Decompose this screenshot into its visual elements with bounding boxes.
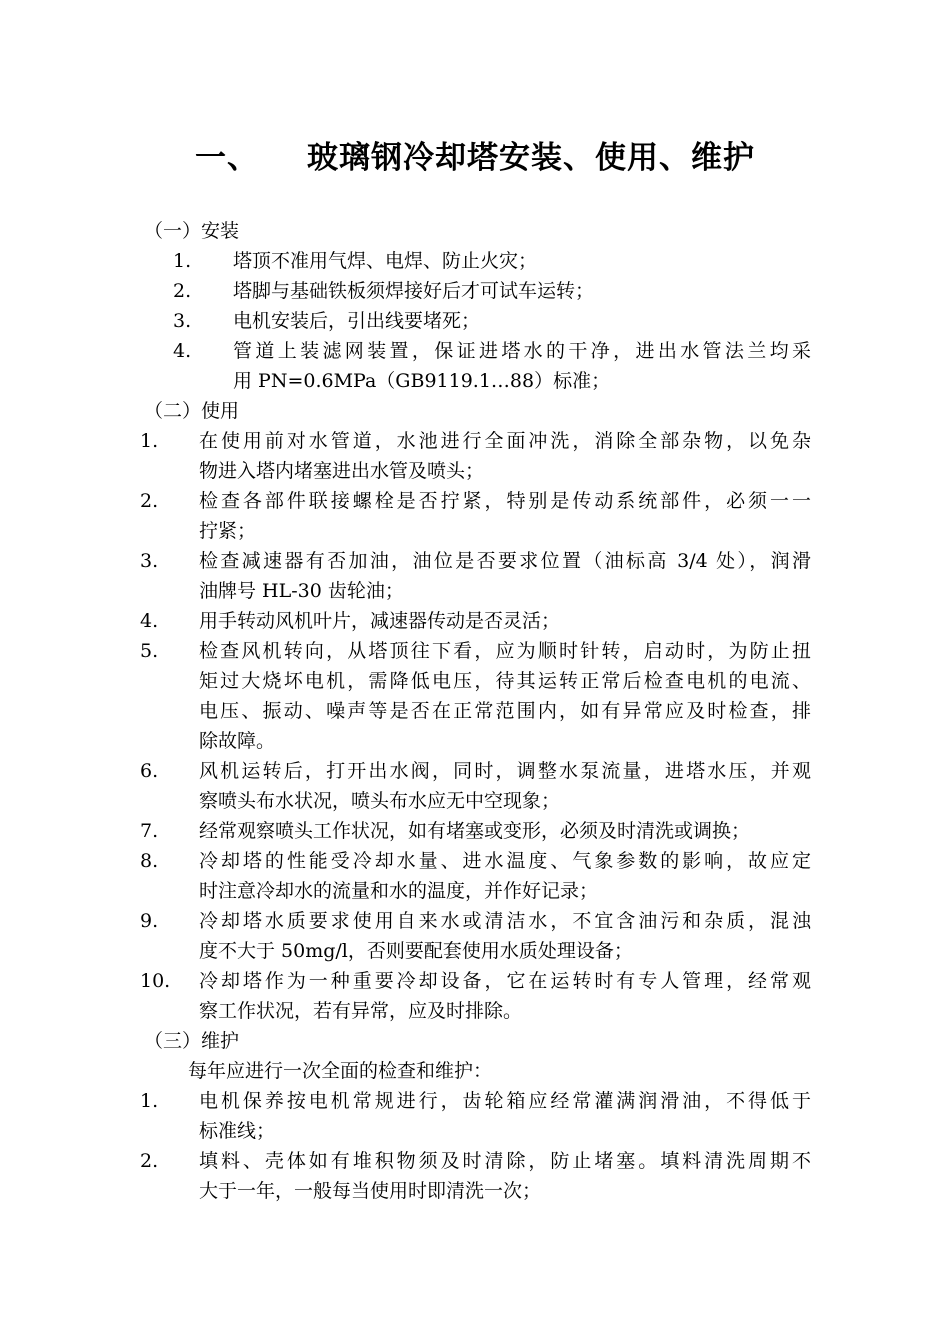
list-item-continuation: 察喷头布水状况，喷头布水应无中空现象； (199, 790, 561, 812)
list-item-continuation: 度不大于 50mg/l，否则要配套使用水质处理设备； (199, 940, 633, 962)
list-item: 8. 冷却塔的性能受冷却水量、进水温度、气象参数的影响，故应定 (140, 850, 811, 872)
list-item-continuation: 用 PN=0.6MPa（GB9119.1…88）标准； (233, 370, 611, 392)
document-body (0, 216, 950, 1206)
list-item-continuation: 时注意冷却水的流量和水的温度，并作好记录； (199, 880, 599, 902)
list-item-continuation: 矩过大烧坏电机，需降低电压，待其运转正常后检查电机的电流、 (199, 670, 811, 692)
section-heading-install: （一）安装 (144, 220, 240, 242)
list-item-continuation: 除故障。 (199, 730, 276, 752)
list-item: 9. 冷却塔水质要求使用自来水或清洁水，不宜含油污和杂质，混浊 (140, 910, 811, 932)
list-item-continuation: 物进入塔内堵塞进出水管及喷头； (199, 460, 485, 482)
section-intro: 每年应进行一次全面的检查和维护： (188, 1060, 493, 1082)
list-item: 10. 冷却塔作为一种重要冷却设备，它在运转时有专人管理，经常观 (140, 970, 811, 992)
list-item-continuation: 察工作状况，若有异常，应及时排除。 (199, 1000, 523, 1022)
list-item-continuation: 拧紧； (199, 520, 257, 542)
title-number: 一、 (195, 140, 259, 176)
list-item: 5. 检查风机转向，从塔顶往下看，应为顺时针转，启动时，为防止扭 (140, 640, 811, 662)
list-item: 3. 电机安装后，引出线要堵死； (173, 310, 481, 332)
list-item: 6. 风机运转后，打开出水阀，同时，调整水泵流量，进塔水压，并观 (140, 760, 811, 782)
section-heading-maintain: （三）维护 (144, 1030, 240, 1052)
list-item-continuation: 大于一年，一般每当使用时即清洗一次； (199, 1180, 542, 1202)
list-item: 2. 塔脚与基础铁板须焊接好后才可试车运转； (173, 280, 595, 302)
list-item: 2. 填料、壳体如有堆积物须及时清除，防止堵塞。填料清洗周期不 (140, 1150, 811, 1172)
list-item: 1. 在使用前对水管道，水池进行全面冲洗，消除全部杂物，以免杂 (140, 430, 811, 452)
list-item: 4. 管道上装滤网装置，保证进塔水的干净，进出水管法兰均采 (173, 340, 811, 362)
title-text: 玻璃钢冷却塔安装、使用、维护 (307, 140, 755, 176)
list-item: 3. 检查减速器有否加油，油位是否要求位置（油标高 3/4 处），润滑 (140, 550, 811, 572)
page-title (0, 132, 950, 177)
list-item-continuation: 电压、振动、噪声等是否在正常范围内，如有异常应及时检查，排 (199, 700, 811, 722)
list-item: 2. 检查各部件联接螺栓是否拧紧，特别是传动系统部件，必须一一 (140, 490, 811, 512)
section-heading-use: （二）使用 (144, 400, 240, 422)
list-item: 1. 电机保养按电机常规进行，齿轮箱应经常灌满润滑油，不得低于 (140, 1090, 811, 1112)
list-item-continuation: 标准线； (199, 1120, 276, 1142)
list-item: 1. 塔顶不准用气焊、电焊、防止火灾； (173, 250, 538, 272)
list-item: 7. 经常观察喷头工作状况，如有堵塞或变形，必须及时清洗或调换； (140, 820, 751, 842)
list-item-continuation: 油牌号 HL-30 齿轮油； (199, 580, 404, 602)
list-item: 4. 用手转动风机叶片，减速器传动是否灵活； (140, 610, 561, 632)
